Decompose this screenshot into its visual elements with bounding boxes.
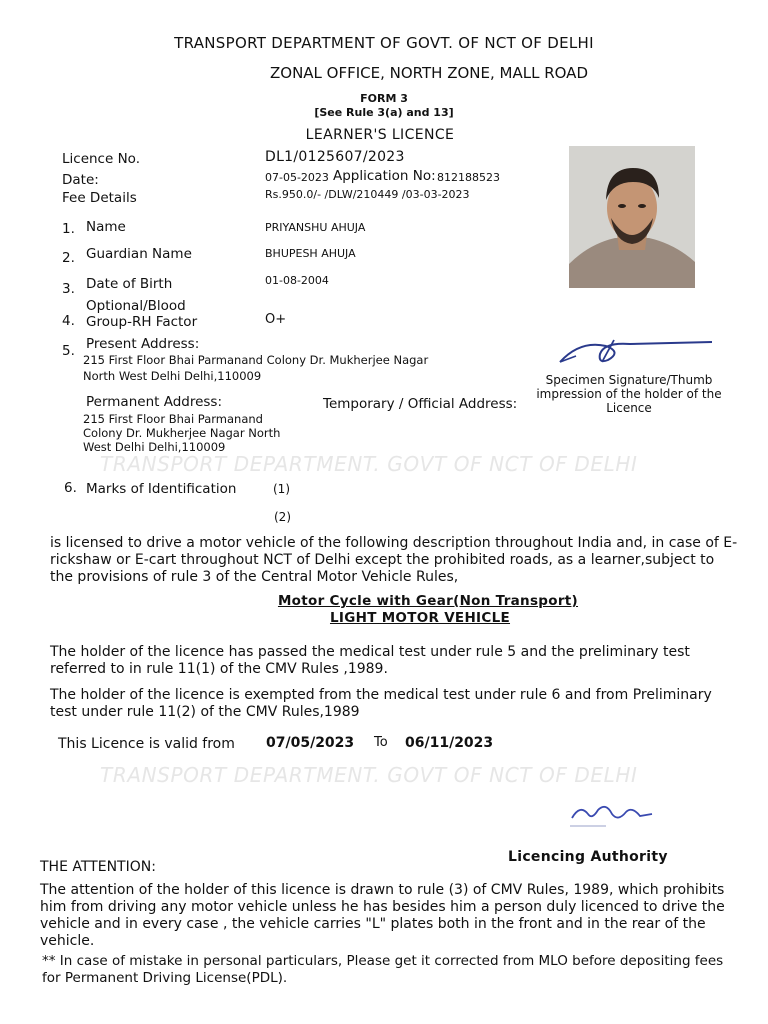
application-no-label: Application No: bbox=[333, 168, 436, 184]
authority-signature-icon bbox=[566, 796, 656, 830]
permanent-address-line1: 215 First Floor Bhai Parmanand bbox=[83, 412, 263, 426]
field-number: 3. bbox=[62, 281, 75, 297]
signature-icon bbox=[540, 332, 720, 372]
zonal-office-heading: ZONAL OFFICE, NORTH ZONE, MALL ROAD bbox=[269, 64, 588, 82]
date-of-birth-label: Date of Birth bbox=[86, 276, 173, 292]
blood-group-label-line1: Optional/Blood bbox=[86, 298, 186, 314]
medical-exempt-text: The holder of the licence is exempted from the medical test under rule 6 and from Preliminary test under rule 11(2) of the CMV Rules,1989 bbox=[50, 687, 712, 720]
present-address-line2: North West Delhi Delhi,110009 bbox=[83, 369, 262, 383]
field-number: 2. bbox=[62, 250, 75, 266]
present-address-label: Present Address: bbox=[86, 336, 200, 352]
watermark-text: TRANSPORT DEPARTMENT. GOVT OF NCT OF DELHI bbox=[100, 763, 638, 787]
attention-text: The attention of the holder of this licence is drawn to rule (3) of CMV Rules, 1989, which prohibits him from driving any motor vehicle unless he has besides him a person duly licenced to drive the vehicle and in every case , the vehicle carries "L" plates both in the front and in the rear of the vehicle. bbox=[40, 882, 725, 949]
blood-group-label-line2: Group-RH Factor bbox=[86, 314, 198, 330]
permanent-address-label: Permanent Address: bbox=[86, 394, 223, 410]
fee-details-label: Fee Details bbox=[62, 190, 137, 206]
permanent-address-line2: Colony Dr. Mukherjee Nagar North bbox=[83, 426, 281, 440]
blood-group-value: O+ bbox=[265, 312, 287, 327]
correction-note: ** In case of mistake in personal particulars, Please get it corrected from MLO before depositing fees for Permanent Driving License(PDL). bbox=[42, 953, 724, 986]
form-label: FORM 3 bbox=[360, 92, 408, 105]
field-number: 5. bbox=[62, 343, 75, 359]
holder-photo bbox=[569, 146, 695, 288]
date-value: 07-05-2023 bbox=[265, 171, 329, 184]
attention-heading: THE ATTENTION: bbox=[40, 859, 156, 875]
date-label: Date: bbox=[62, 172, 99, 188]
person-photo-icon bbox=[569, 146, 695, 288]
valid-to-date: 06/11/2023 bbox=[405, 735, 494, 751]
date-of-birth-value: 01-08-2004 bbox=[265, 274, 329, 287]
department-heading: TRANSPORT DEPARTMENT OF GOVT. OF NCT OF DELHI bbox=[174, 34, 594, 52]
validity-label: This Licence is valid from bbox=[58, 736, 235, 752]
application-no-value: 812188523 bbox=[437, 171, 500, 184]
permanent-address-line3: West Delhi Delhi,110009 bbox=[83, 440, 226, 454]
guardian-name-label: Guardian Name bbox=[86, 246, 192, 262]
marks-of-identification-label: Marks of Identification bbox=[86, 481, 237, 497]
medical-passed-text: The holder of the licence has passed the medical test under rule 5 and the preliminary test referred to in rule 11(1) of the CMV Rules ,1989. bbox=[50, 644, 690, 677]
present-address-line1: 215 First Floor Bhai Parmanand Colony Dr. Mukherjee Nagar bbox=[83, 353, 429, 367]
fee-details-value: Rs.950.0/- /DLW/210449 /03-03-2023 bbox=[265, 188, 470, 201]
signature-caption: Specimen Signature/Thumb impression of the holder of the Licence bbox=[536, 373, 722, 415]
field-number: 4. bbox=[62, 313, 75, 329]
field-number: 6. bbox=[64, 480, 77, 496]
valid-from-date: 07/05/2023 bbox=[266, 735, 355, 751]
watermark-text: TRANSPORT DEPARTMENT. GOVT OF NCT OF DELHI bbox=[100, 452, 638, 476]
licensed-description: is licensed to drive a motor vehicle of the following description throughout India and, in case of E-rickshaw or E-cart throughout NCT of Delhi except the prohibited roads, as a learner,subject to the provisions of rule 3 of the Central Motor Vehicle Rules, bbox=[50, 535, 738, 585]
vehicle-class: LIGHT MOTOR VEHICLE bbox=[329, 610, 511, 626]
guardian-name-value: BHUPESH AHUJA bbox=[265, 247, 356, 260]
licence-no-value: DL1/0125607/2023 bbox=[265, 149, 405, 165]
valid-to-label: To bbox=[374, 735, 388, 750]
temporary-address-label: Temporary / Official Address: bbox=[323, 396, 518, 412]
authority-signature bbox=[566, 796, 656, 830]
mark-item-1: (1) bbox=[273, 482, 290, 496]
vehicle-class: Motor Cycle with Gear(Non Transport) bbox=[277, 593, 579, 609]
licence-title: LEARNER'S LICENCE bbox=[305, 127, 455, 143]
name-value: PRIYANSHU AHUJA bbox=[265, 221, 366, 234]
specimen-signature bbox=[540, 332, 720, 372]
form-number bbox=[0, 92, 768, 120]
licencing-authority-label: Licencing Authority bbox=[508, 849, 668, 865]
licence-no-label: Licence No. bbox=[62, 151, 140, 167]
rule-reference: [See Rule 3(a) and 13] bbox=[314, 106, 454, 119]
name-label: Name bbox=[86, 219, 126, 235]
field-number: 1. bbox=[62, 221, 75, 237]
mark-item-2: (2) bbox=[274, 510, 291, 524]
